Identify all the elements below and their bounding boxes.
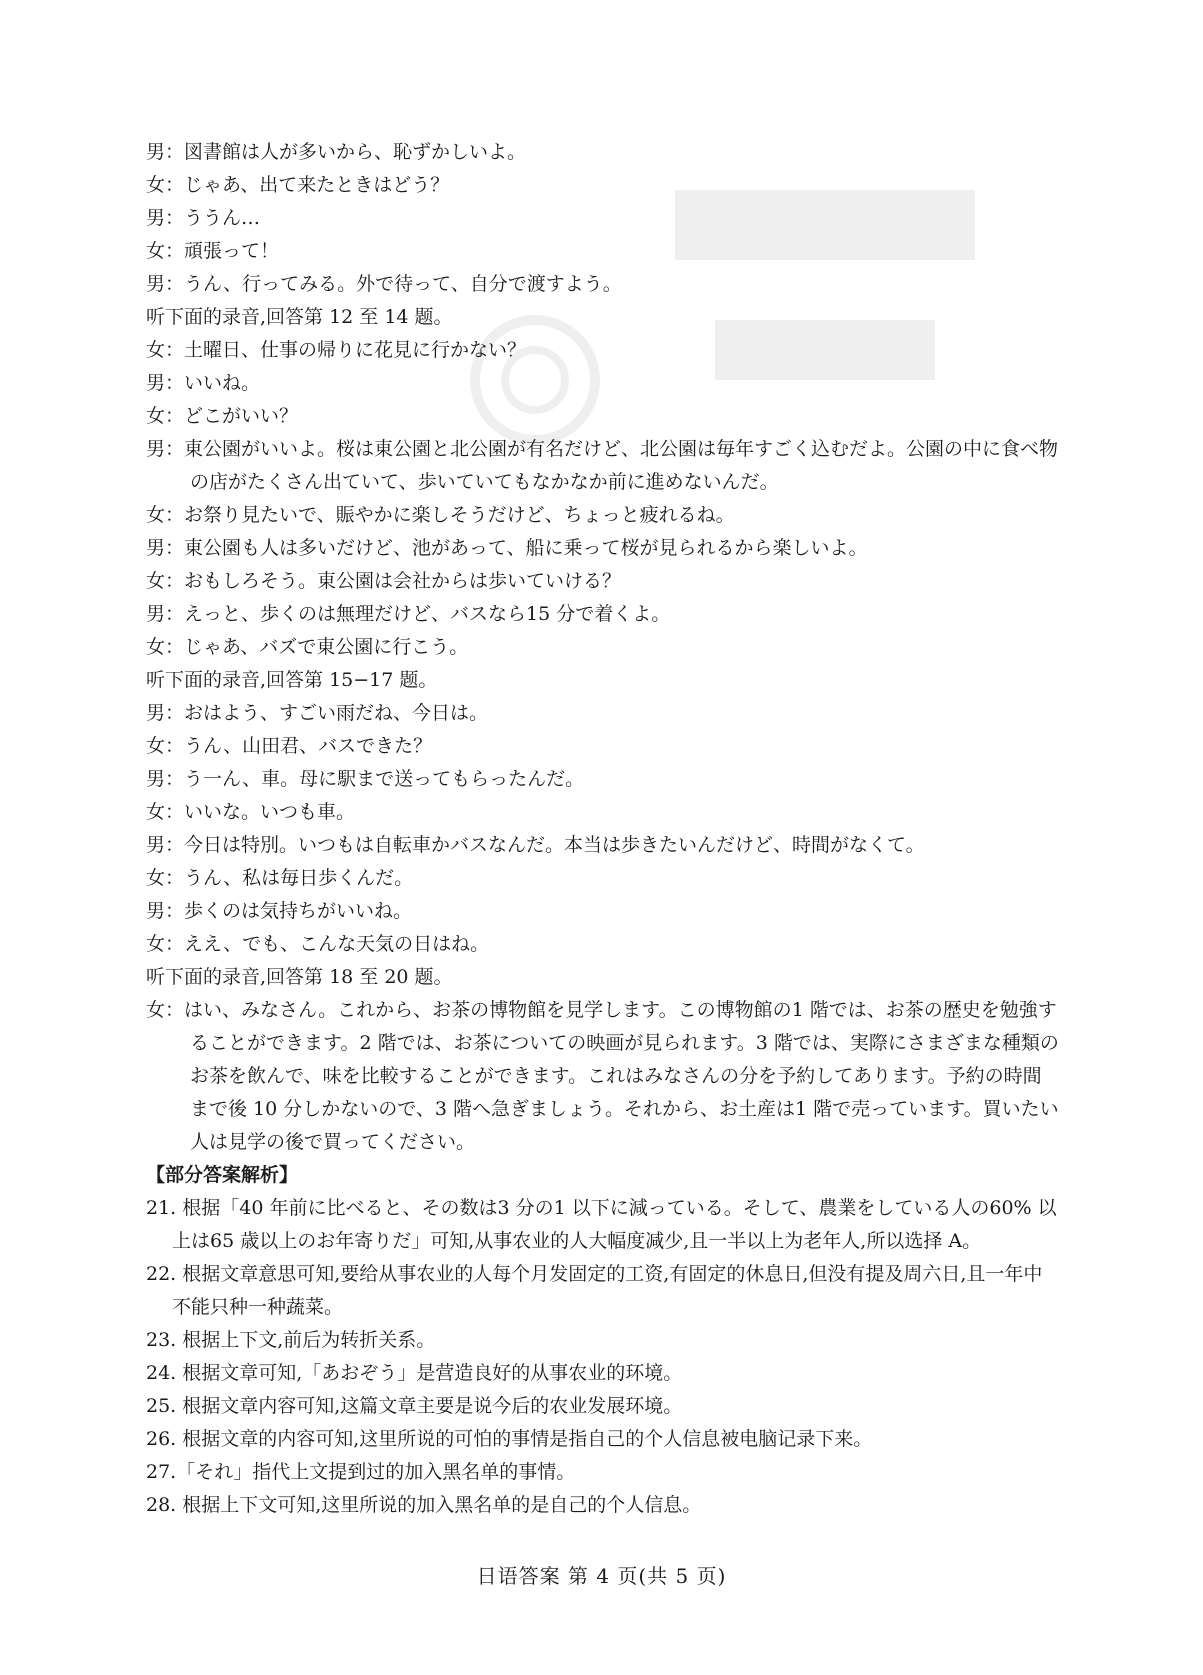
dialogue-line: 女：ええ、でも、こんな天気の日はね。 [146,933,490,955]
page-footer: 日语答案 第 4 页(共 5 页) [476,1564,727,1588]
dialogue-line: 女：どこがいい？ [146,405,299,427]
dialogue-line: 男：東公園も人は多いだけど、池があって、船に乗って桜が見られるから楽しいよ。 [146,537,868,559]
answer-item: 23. 根据上下文,前后为转折关系。 [146,1329,436,1351]
dialogue-line: 女：はい、みなさん。これから、お茶の博物館を見学します。この博物館の1 階では、お茶の歴史を勉強することができます。2 階では、お茶についての映画が見られます。3 階では、実際にさまざまな種類のお茶を飲んで、味を比較することができます。これはみなさんの分を予約してあります。予約の時間まで後 10 分しかないので、3 階へ急ぎましょう。それから、お土産は1 階で売っています。買いたい人は見学の後で買ってください。 [146,999,1059,1153]
answer-item: 26. 根据文章的内容可知,这里所说的可怕的事情是指自己的个人信息被电脑记录下来。 [146,1428,873,1450]
dialogue-line: 男：おはよう、すごい雨だね、今日は。 [146,702,489,724]
dialogue-line: 男：えっと、歩くのは無理だけど、バスなら15 分で着くよ。 [146,603,671,625]
dialogue-line: 女：土曜日、仕事の帰りに花見に行かない？ [146,339,527,361]
dialogue-line: 女：お祭り見たいで、賑やかに楽しそうだけど、ちょっと疲れるね。 [146,504,735,526]
answer-item: 28. 根据上下文可知,这里所说的加入黑名单的是自己的个人信息。 [146,1494,702,1516]
dialogue-line: 女：おもしろそう。東公園は会社からは歩いていける？ [146,570,622,592]
answer-item: 22. 根据文章意思可知,要给从事农业的人每个月发固定的工资,有固定的休息日,但没有提及周六日,且一年中不能只种一种蔬菜。 [146,1263,1043,1318]
section-instruction: 听下面的录音,回答第 15−17 题。 [146,669,438,691]
section-instruction: 听下面的录音,回答第 18 至 20 题。 [146,966,453,988]
section-instruction: 听下面的录音,回答第 12 至 14 题。 [146,306,453,328]
dialogue-line: 男：うん、行ってみる。外で待って、自分で渡すよう。 [146,273,622,295]
answer-analysis-title: 【部分答案解析】 [146,1164,299,1186]
answer-item: 21. 根据「40 年前に比べると、その数は3 分の1 以下に減っている。そして、農業をしている人の60% 以上は65 歳以上のお年寄りだ」可知,从事农业的人大幅度减少,且一半以上为老年人,所以选择 A。 [146,1197,1057,1252]
answer-item: 24. 根据文章可知,「あおぞう」是营造良好的从事农业的环境。 [146,1362,683,1384]
dialogue-line: 男：ううん… [146,207,261,229]
dialogue-line: 男：東公園がいいよ。桜は東公園と北公園が有名だけど、北公園は毎年すごく込むだよ。公園の中に食べ物の店がたくさん出ていて、歩いていてもなかなか前に進めないんだ。 [146,438,1059,493]
dialogue-line: 女：じゃあ、出て来たときはどう？ [146,174,450,196]
answer-item: 25. 根据文章内容可知,这篇文章主要是说今后的农业发展环境。 [146,1395,683,1417]
dialogue-line: 男：う一ん、車。母に駅まで送ってもらったんだ。 [146,768,585,790]
dialogue-line: 女：いいな。いつも車。 [146,801,356,823]
dialogue-line: 男：いいね。 [146,372,261,394]
answer-item: 27.「それ」指代上文提到过的加入黑名单的事情。 [146,1461,576,1483]
document-body [146,136,1060,1522]
dialogue-line: 男：歩くのは気持ちがいいね。 [146,900,413,922]
dialogue-line: 女：うん、私は毎日歩くんだ。 [146,867,414,889]
dialogue-line: 女：頑張って！ [146,240,280,262]
dialogue-line: 女：うん、山田君、バスできた？ [146,735,433,757]
dialogue-line: 女：じゃあ、バズで東公園に行こう。 [146,636,469,658]
dialogue-line: 男：今日は特別。いつもは自転車かバスなんだ。本当は歩きたいんだけど、時間がなくて。 [146,834,925,856]
dialogue-line: 男：図書館は人が多いから、恥ずかしいよ。 [146,141,527,163]
